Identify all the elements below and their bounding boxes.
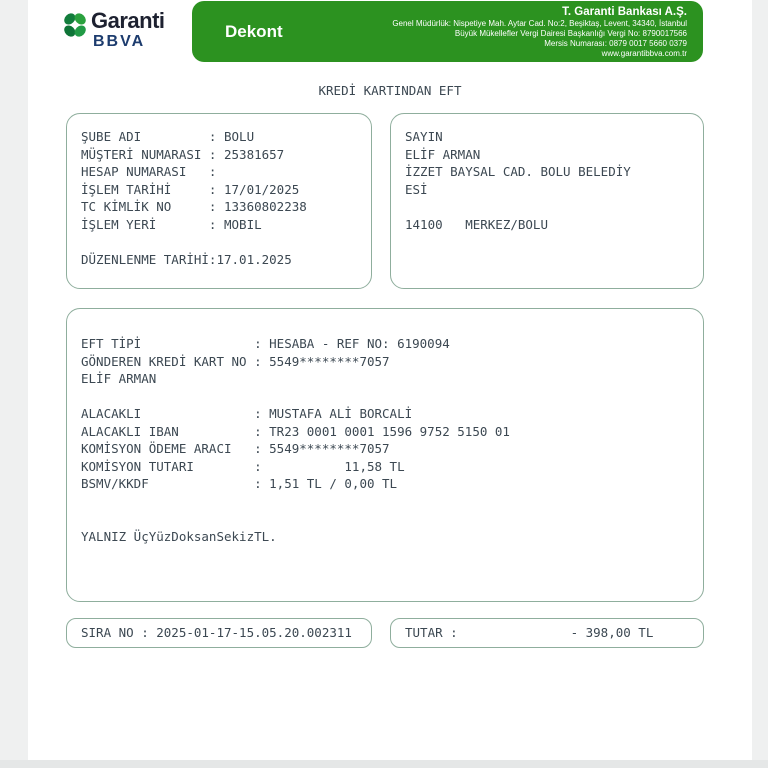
receipt-line: BSMV/KKDF : 1,51 TL / 0,00 TL (81, 476, 398, 491)
receipt-line (81, 510, 703, 528)
receipt-line: KOMİSYON TUTARI : 11,58 TL (81, 458, 405, 474)
receipt-line: KOMİSYON ÖDEME ARACI : 5549********7057 (81, 441, 390, 456)
receipt-line (81, 233, 371, 251)
receipt-line: MÜŞTERİ NUMARASI : 25381657 (81, 146, 285, 162)
receipt-page (28, 0, 752, 760)
receipt-line: HESAP NUMARASI : (81, 164, 224, 179)
document-title: KREDİ KARTINDAN EFT (318, 83, 462, 98)
logo-text-garanti: Garanti (91, 8, 165, 33)
receipt-line: DÜZENLENME TARİHİ:17.01.2025 (81, 251, 292, 267)
receipt-line: ŞUBE ADI : BOLU (81, 129, 255, 144)
receipt-type-title: Dekont (225, 21, 283, 41)
bank-info-block (392, 5, 687, 59)
garanti-clover-icon (62, 8, 88, 43)
serial-number-line: SIRA NO : 2025-01-17-15.05.20.002311 (81, 625, 352, 641)
receipt-line: YALNIZ ÜçYüzDoksanSekizTL. (81, 528, 277, 544)
receipt-line: GÖNDEREN KREDİ KART NO : 5549********7057 (81, 353, 390, 369)
receipt-line (405, 198, 703, 216)
receipt-line: ESİ (405, 181, 428, 197)
bank-address-line: Mersis Numarası: 0879 0017 5660 0379 (544, 38, 687, 48)
recipient-address-box (390, 113, 704, 289)
page-bottom-gap (0, 760, 768, 768)
receipt-line (81, 493, 703, 511)
garanti-bbva-logo (62, 8, 165, 50)
amount-box (390, 618, 704, 648)
receipt-line (81, 388, 703, 406)
bank-name: T. Garanti Bankası A.Ş. (562, 5, 687, 18)
bank-address-line: Büyük Mükellefler Vergi Dairesi Başkanlığı Vergi No: 8790017566 (454, 28, 687, 38)
receipt-line: ALACAKLI IBAN : TR23 0001 0001 1596 9752 5150 01 (81, 423, 510, 439)
logo-wordmark (91, 8, 165, 50)
receipt-line: SAYIN (405, 129, 443, 144)
bank-address-line: Genel Müdürlük: Nispetiye Mah. Aytar Cad. No:2, Beşiktaş, Levent, 34340, İstanbul (392, 18, 687, 28)
transaction-details-box (66, 308, 704, 602)
receipt-line: EFT TİPİ : HESABA - REF NO: 6190094 (81, 336, 450, 351)
receipt-line: 14100 MERKEZ/BOLU (405, 216, 548, 232)
logo-text-bbva: BBVA (93, 33, 146, 50)
header-banner (192, 1, 703, 62)
receipt-line: İŞLEM TARİHİ : 17/01/2025 (81, 181, 300, 197)
bank-website: www.garantibbva.com.tr (601, 48, 687, 58)
receipt-line: TC KİMLİK NO : 13360802238 (81, 199, 307, 214)
amount-line: TUTAR : - 398,00 TL (405, 625, 654, 641)
receipt-line: ALACAKLI : MUSTAFA ALİ BORCALİ (81, 406, 413, 421)
receipt-line: ELİF ARMAN (405, 146, 481, 162)
receipt-line: İŞLEM YERİ : MOBIL (81, 216, 262, 232)
branch-info-box (66, 113, 372, 289)
receipt-line: İZZET BAYSAL CAD. BOLU BELEDİY (405, 164, 631, 179)
serial-number-box (66, 618, 372, 648)
receipt-line: ELİF ARMAN (81, 371, 157, 386)
